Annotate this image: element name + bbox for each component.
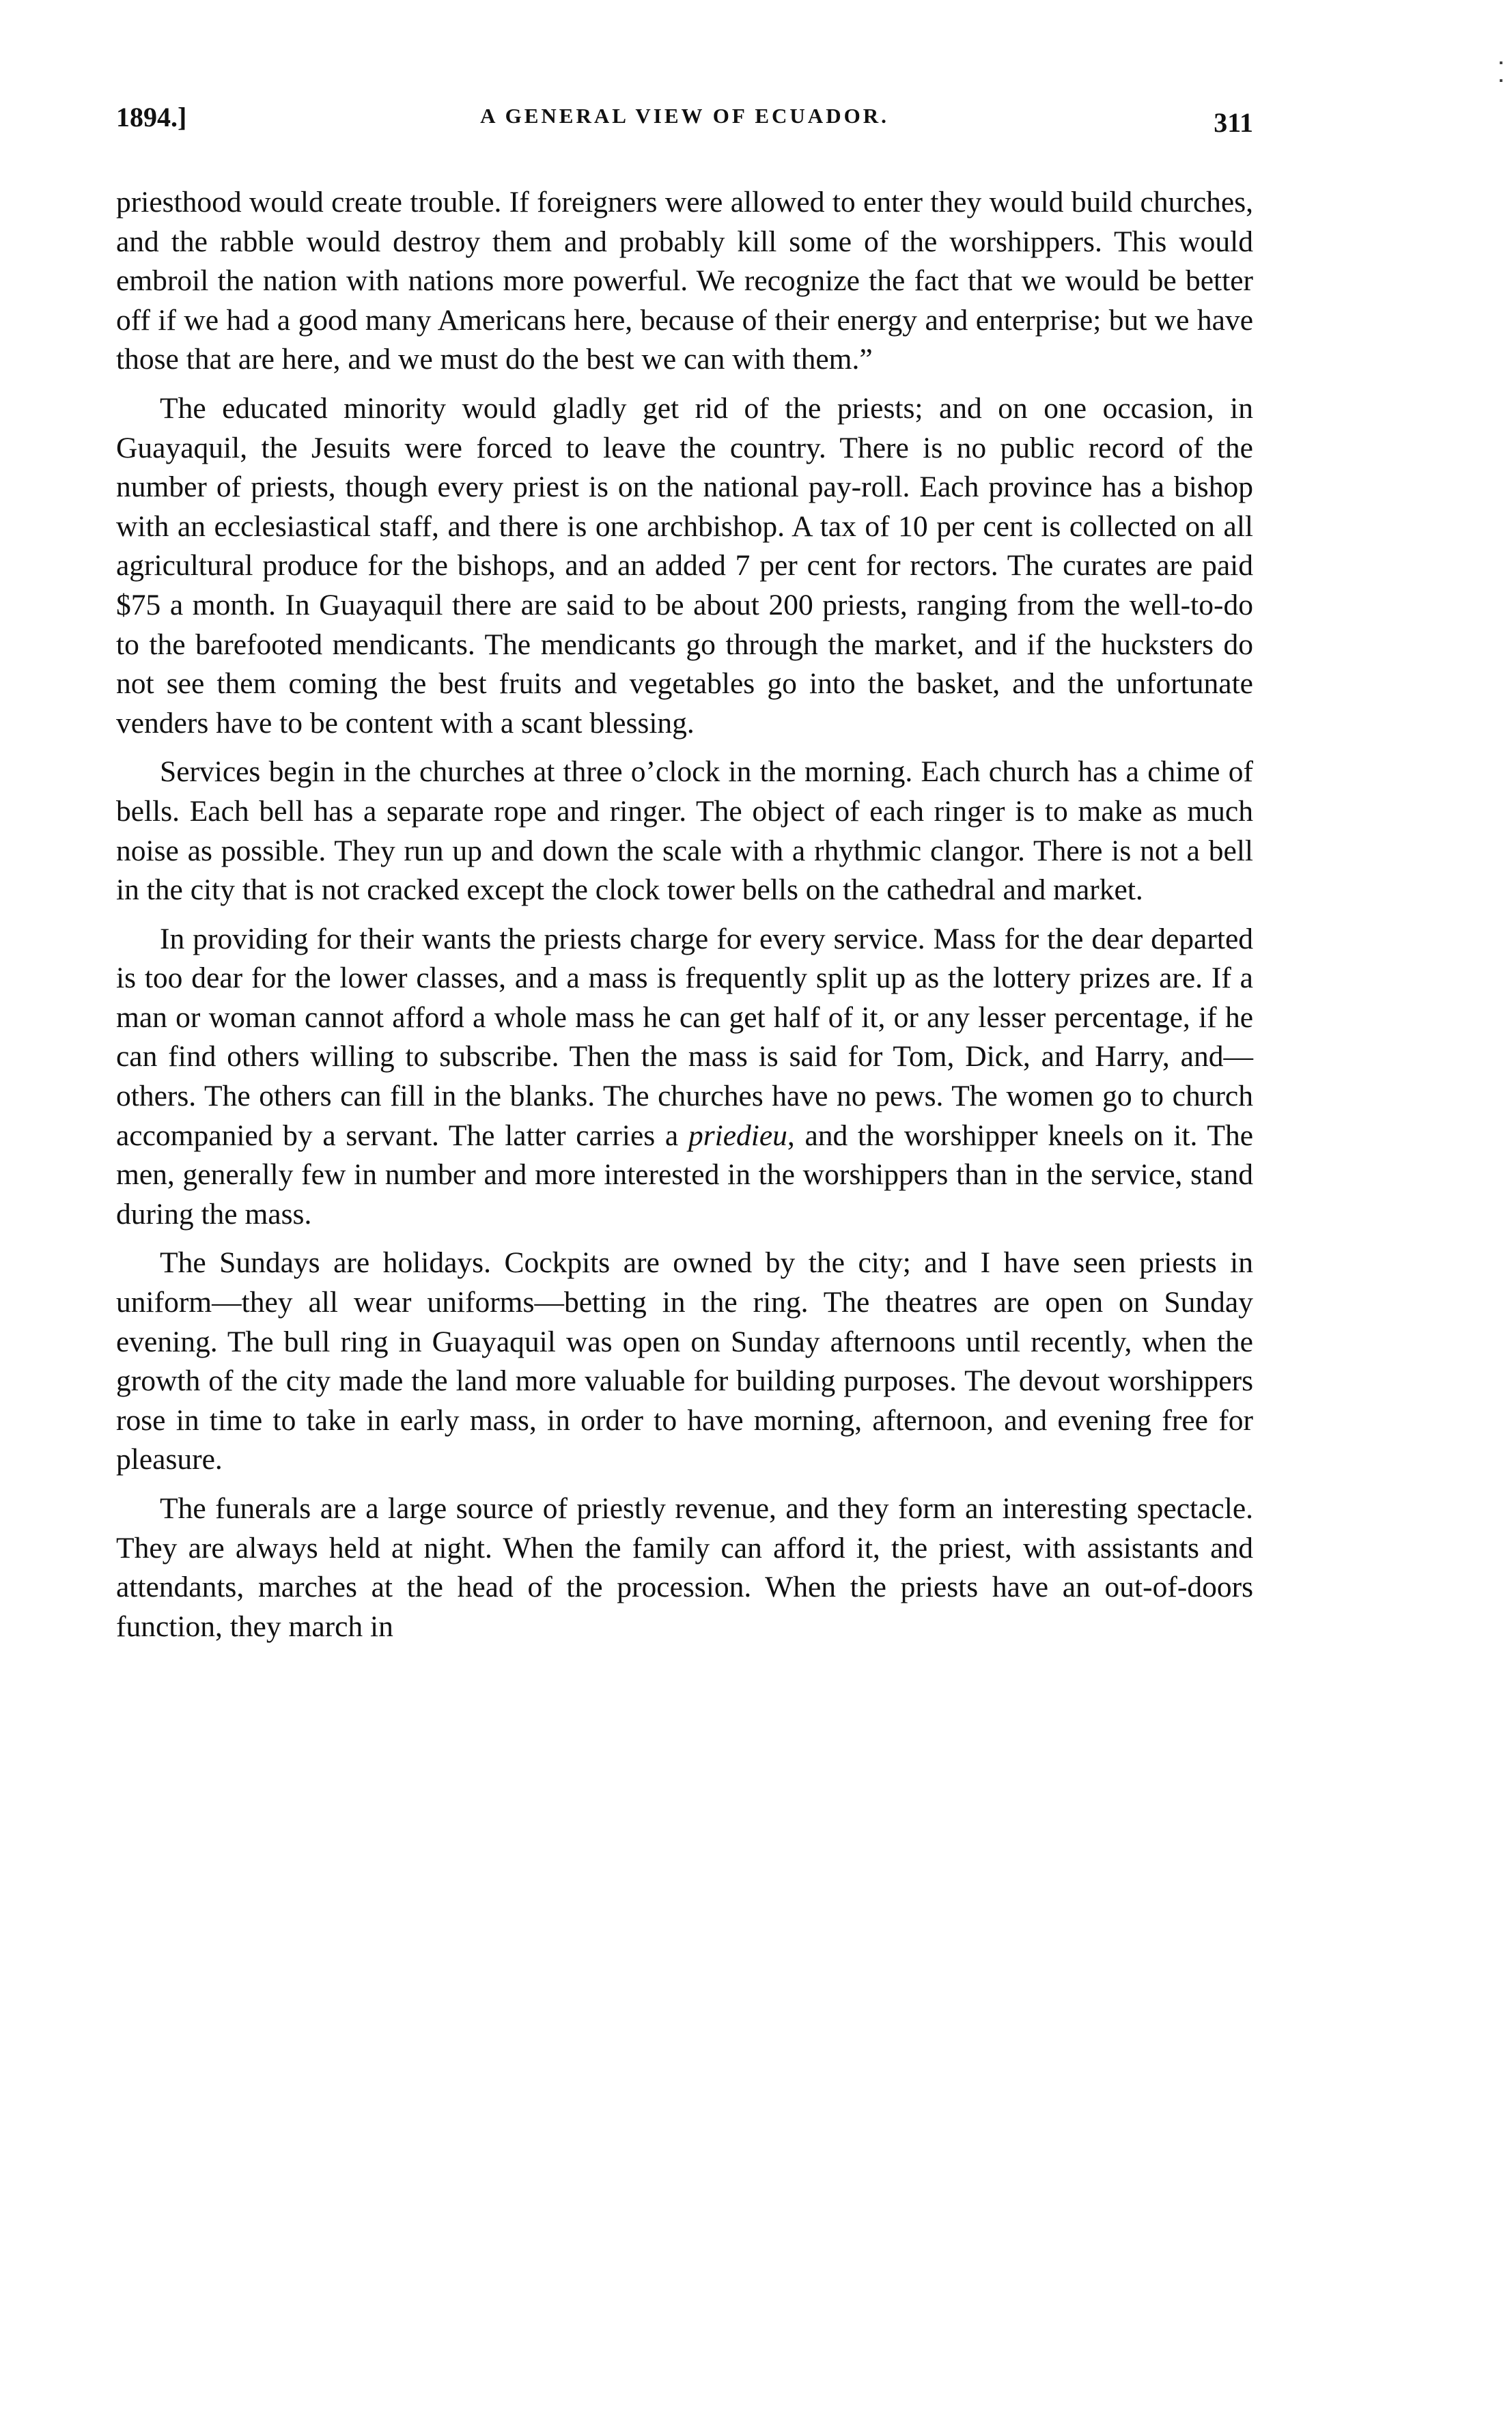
- text-run: Services begin in the churches at three o’clock in the morning. Each church has a chime of bells. Each bell has a separate rope and ringer. The object of each ringer is to make as much noise as possible. They run up and down the scale with a rhythmic clangor. There is not a bell in the city that is not cracked except the clock tower bells on the cathedral and market.: [116, 755, 1253, 907]
- paragraph: [116, 389, 1253, 743]
- page-number: 311: [1214, 107, 1253, 138]
- text-run: The educated minority would gladly get rid of the priests; and on one occasion, in Guayaquil, the Jesuits were forced to leave the country. There is no public record of the number of priests, though every priest is on the national pay-roll. Each province has a bishop with an ecclesiastical staff, and there is one archbishop. A tax of 10 per cent is collected on all agricultural produce for the bishops, and an added 7 per cent for rectors. The curates are paid $75 a month. In Guayaquil there are said to be about 200 priests, ranging from the well-to-do to the barefooted mendicants. The mendicants go through the market, and if the hucksters do not see them coming the best fruits and vegetables go into the basket, and the unfortunate venders have to be content with a scant blessing.: [116, 391, 1253, 740]
- text-run: In providing for their wants the priests charge for every service. Mass for the dear departed is too dear for the lower classes, and a mass is frequently split up as the lottery prizes are. If a man or woman cannot afford a whole mass he can get half of it, or any lesser percentage, if he can find others willing to subscribe. Then the mass is said for Tom, Dick, and Harry, and—others. The others can fill in the blanks. The churches have no pews. The women go to church accompanied by a servant. The latter carries a: [116, 922, 1253, 1152]
- paragraph-continued: [116, 183, 1253, 380]
- body-text: [116, 183, 1253, 1656]
- paragraph: [116, 920, 1253, 1235]
- header-title: A GENERAL VIEW OF ECUADOR.: [480, 104, 889, 128]
- scan-speck: [1500, 61, 1502, 64]
- text-run: The funerals are a large source of priestly revenue, and they form an interesting spectacle. They are always held at night. When the family can afford it, the priest, with assistants and attendants, marches at the head of the procession. When the priests have an out-of-doors function, they march in: [116, 1492, 1253, 1643]
- running-header: [116, 101, 1253, 149]
- text-run: The Sundays are holidays. Cockpits are owned by the city; and I have seen priests in uniform—they all wear uniforms—betting in the ring. The theatres are open on Sunday evening. The bull ring in Guayaquil was open on Sunday afternoons until recently, when the growth of the city made the land more valuable for building purposes. The devout worshippers rose in time to take in early mass, in order to have morning, afternoon, and evening free for pleasure.: [116, 1246, 1253, 1476]
- header-year: 1894.]: [116, 102, 187, 132]
- paragraph: [116, 1489, 1253, 1646]
- italic-term: priedieu: [688, 1119, 787, 1152]
- scan-edge-marks: [1500, 61, 1504, 97]
- text-run: priesthood would create trouble. If foreigners were allowed to enter they would build churches, and the rabble would destroy them and probably kill some of the worshippers. This would embroil the nation with nations more powerful. We recognize the fact that we would be better off if we had a good many Americans here, because of their energy and enterprise; but we have those that are here, and we must do the best we can with them.”: [116, 186, 1253, 376]
- paragraph: [116, 753, 1253, 910]
- text-run: , and the worshipper kneels on it. The men, generally few in number and more interested in the worshippers than in the service, stand during the mass.: [116, 1119, 1253, 1231]
- scan-speck: [1500, 79, 1502, 82]
- paragraph: [116, 1244, 1253, 1480]
